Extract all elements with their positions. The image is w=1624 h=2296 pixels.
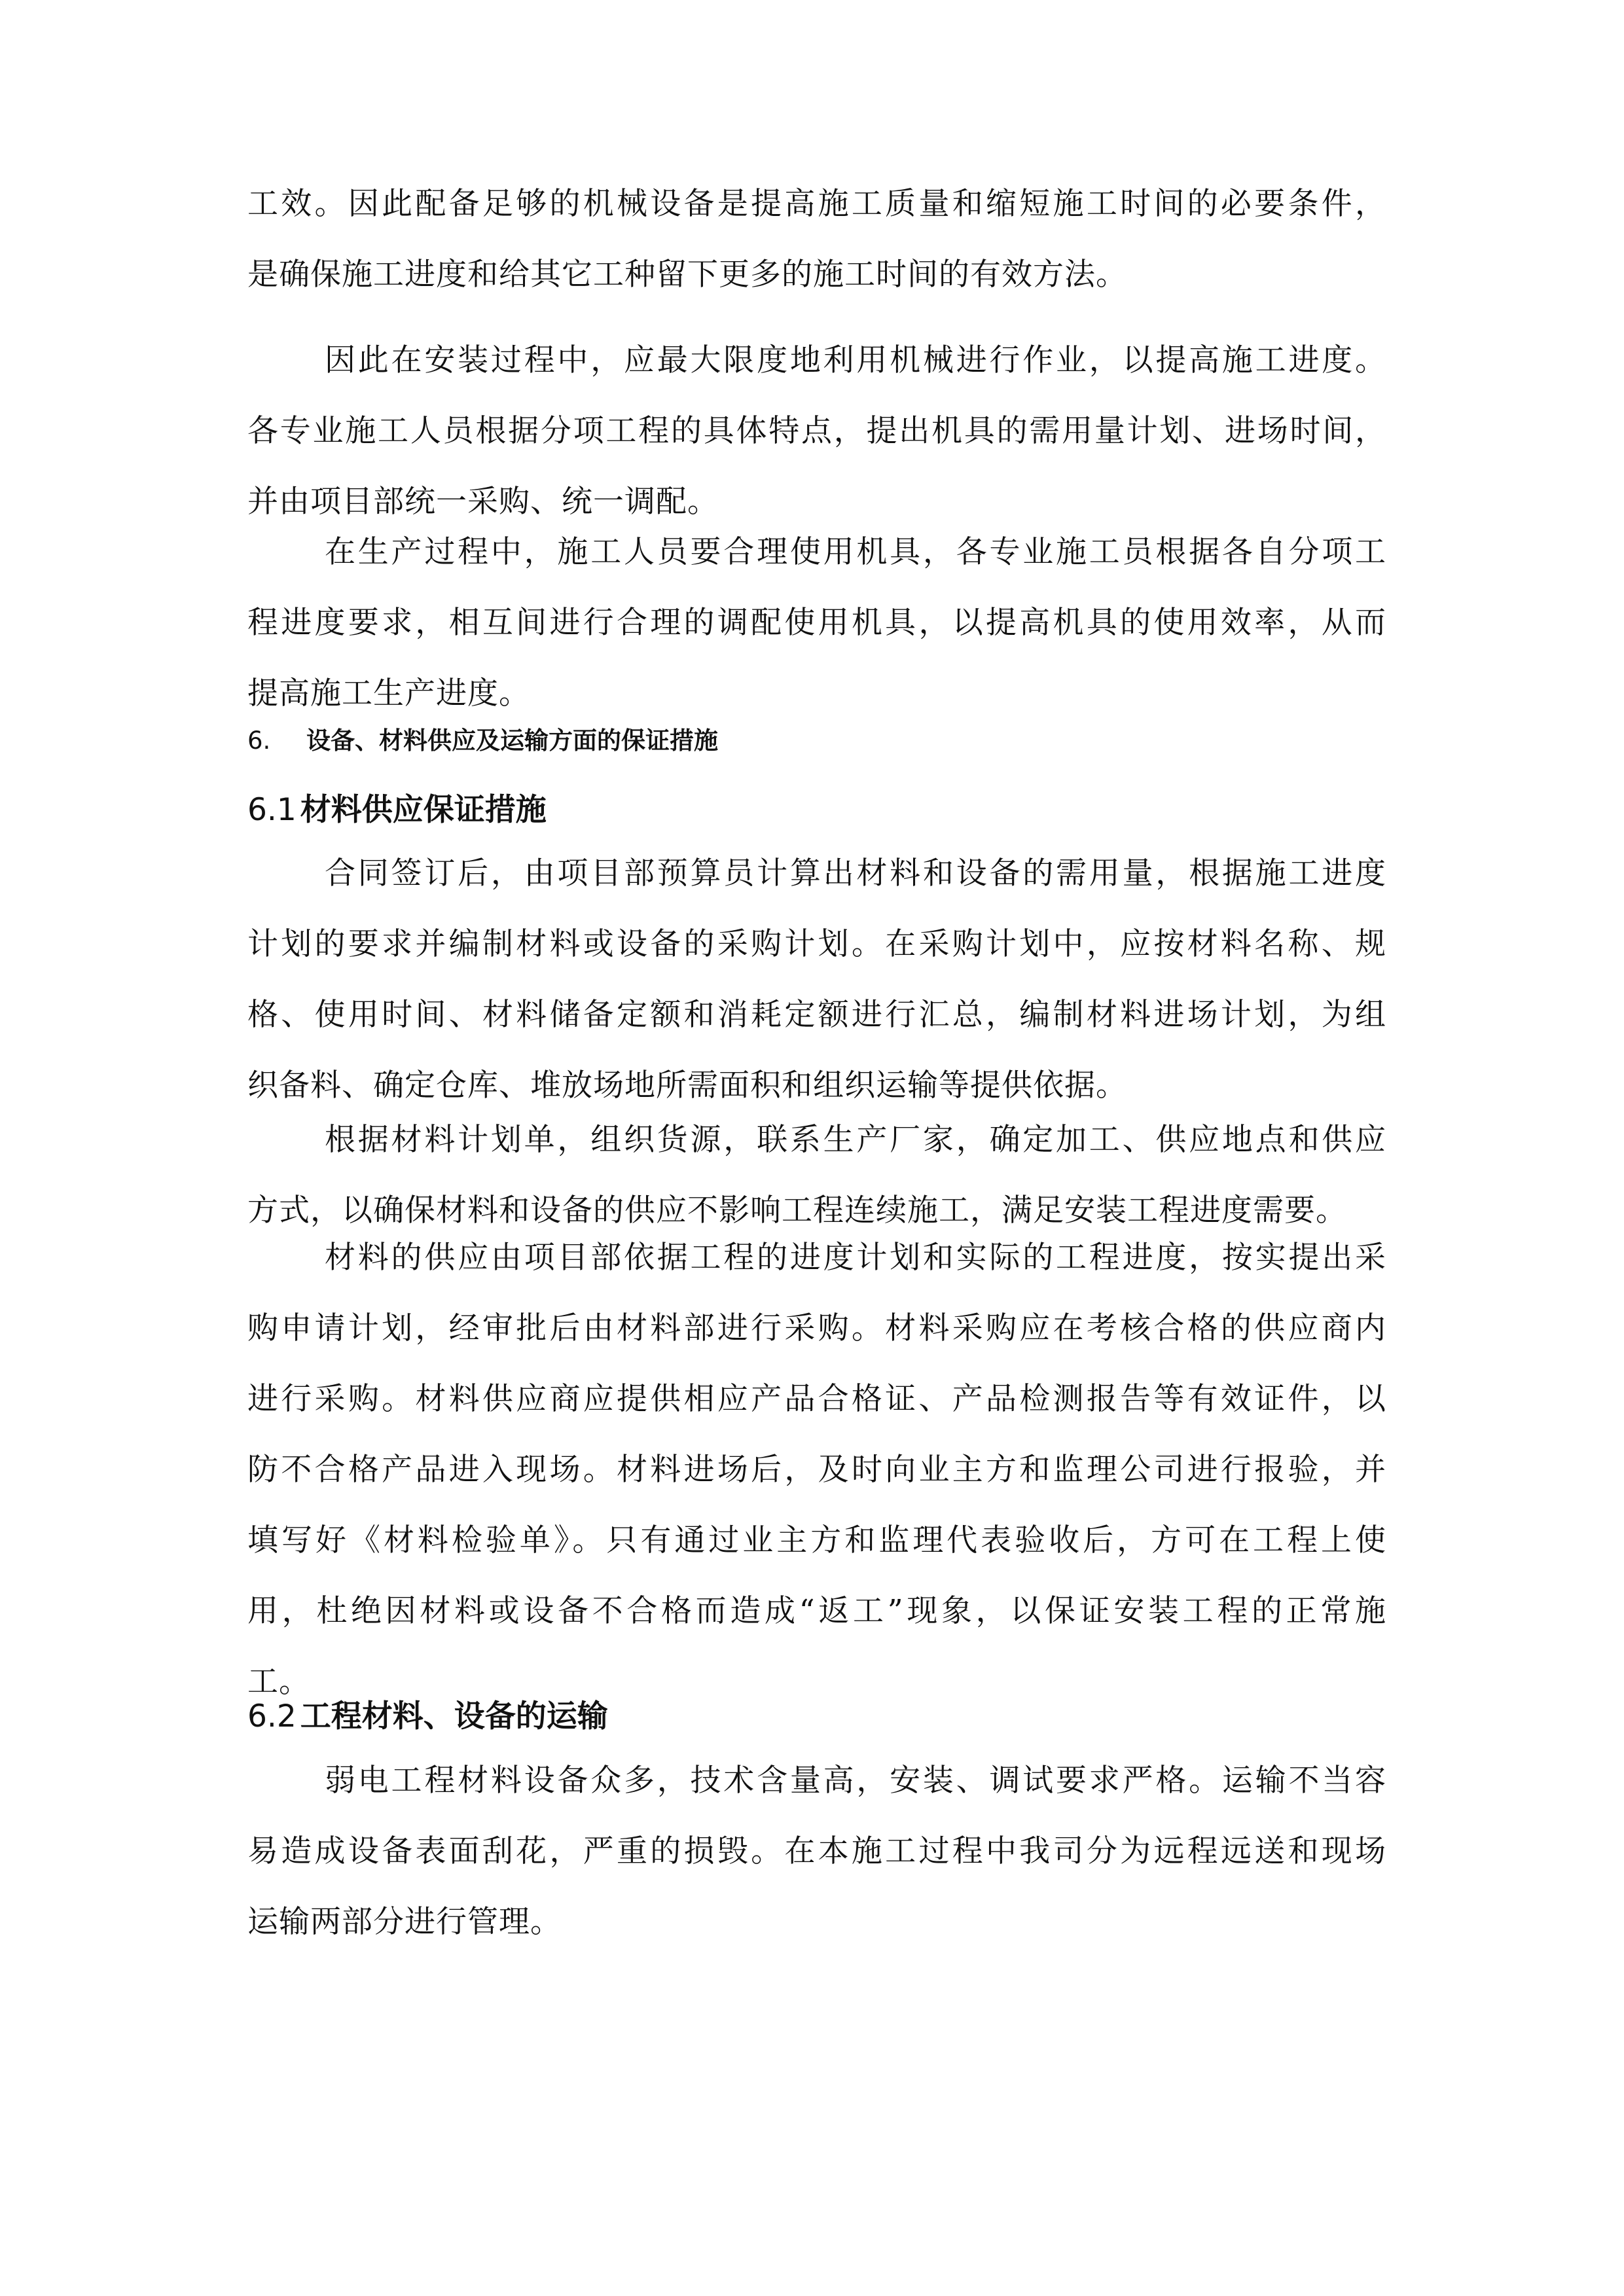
subsection-title: 工程材料、设备的运输 xyxy=(300,1698,608,1734)
section-heading xyxy=(247,721,1386,761)
text-line: 运输两部分进行管理。 xyxy=(247,1904,562,1940)
text-line: 工。 xyxy=(247,1664,310,1700)
paragraph xyxy=(247,1746,1386,1958)
text-line: 并由项目部统一采购、统一调配。 xyxy=(247,484,719,520)
text-line: 合同签订后，由项目部预算员计算出材料和设备的需用量，根据施工进度 xyxy=(325,855,1386,891)
text-line: 易造成设备表面刮花，严重的损毁。在本施工过程中我司分为远程远送和现场 xyxy=(247,1833,1386,1869)
text-line: 计划的要求并编制材料或设备的采购计划。在采购计划中，应按材料名称、规 xyxy=(247,926,1386,962)
text-line: 各专业施工人员根据分项工程的具体特点，提出机具的需用量计划、进场时间， xyxy=(247,413,1386,449)
subsection-title: 材料供应保证措施 xyxy=(300,792,547,828)
text-line: 格、使用时间、材料储备定额和消耗定额进行汇总，编制材料进场计划，为组 xyxy=(247,997,1386,1033)
subsection-number: 6.2 xyxy=(247,1698,297,1734)
paragraph xyxy=(247,838,1386,1121)
paragraph xyxy=(247,1223,1386,1717)
paragraph xyxy=(247,325,1386,537)
text-line: 材料的供应由项目部依据工程的进度计划和实际的工程进度，按实提出采 xyxy=(325,1240,1386,1276)
subsection-heading xyxy=(247,1694,1386,1740)
subsection-number: 6.1 xyxy=(247,792,297,828)
text-line: 织备料、确定仓库、堆放场地所需面积和组织运输等提供依据。 xyxy=(247,1067,1127,1103)
text-line: 在生产过程中，施工人员要合理使用机具，各专业施工员根据各自分项工 xyxy=(325,534,1386,570)
paragraph xyxy=(247,517,1386,729)
text-line: 弱电工程材料设备众多，技术含量高，安装、调试要求严格。运输不当容 xyxy=(325,1763,1386,1799)
text-line: 防不合格产品进入现场。材料进场后，及时向业主方和监理公司进行报验，并 xyxy=(247,1452,1386,1488)
text-line: 根据材料计划单，组织货源，联系生产厂家，确定加工、供应地点和供应 xyxy=(325,1122,1386,1158)
text-line: 方式，以确保材料和设备的供应不影响工程连续施工，满足安装工程进度需要。 xyxy=(247,1193,1347,1229)
subsection-heading xyxy=(247,787,1386,833)
section-title: 设备、材料供应及运输方面的保证措施 xyxy=(306,726,718,755)
text-line: 进行采购。材料供应商应提供相应产品合格证、产品检测报告等有效证件，以 xyxy=(247,1381,1386,1417)
text-line: 程进度要求，相互间进行合理的调配使用机具，以提高机具的使用效率，从而 xyxy=(247,605,1386,641)
text-line: 是确保施工进度和给其它工种留下更多的施工时间的有效方法。 xyxy=(247,257,1127,293)
text-line: 因此在安装过程中，应最大限度地利用机械进行作业，以提高施工进度。 xyxy=(325,342,1386,378)
section-number: 6. xyxy=(247,726,271,755)
text-line: 提高施工生产进度。 xyxy=(247,675,530,711)
text-line: 填写好《材料检验单》。只有通过业主方和监理代表验收后，方可在工程上使 xyxy=(247,1522,1386,1558)
paragraph-continuation xyxy=(247,169,1386,310)
text-line: 工效。因此配备足够的机械设备是提高施工质量和缩短施工时间的必要条件， xyxy=(247,186,1386,222)
text-line: 用，杜绝因材料或设备不合格而造成“返工”现象，以保证安装工程的正常施 xyxy=(247,1593,1386,1629)
text-line: 购申请计划，经审批后由材料部进行采购。材料采购应在考核合格的供应商内 xyxy=(247,1310,1386,1346)
